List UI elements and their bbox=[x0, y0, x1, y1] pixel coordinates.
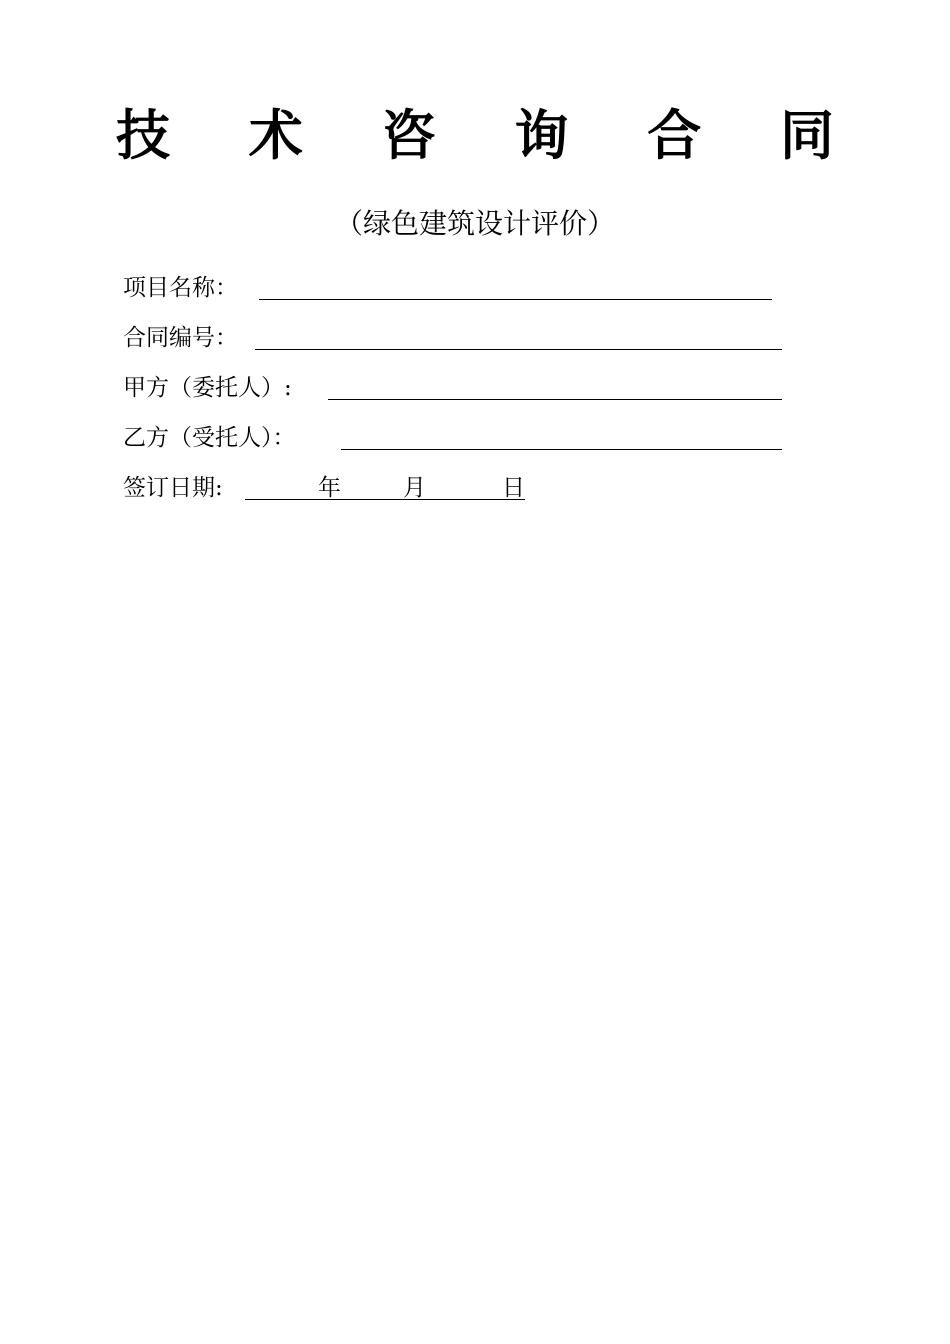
signing-date-blank[interactable] bbox=[245, 499, 525, 500]
day-unit: 日 bbox=[502, 475, 525, 501]
party-b-blank[interactable] bbox=[341, 449, 782, 450]
project-name-label: 项目名称： bbox=[123, 275, 238, 301]
document-title: 技 术 咨 询 合 同 bbox=[116, 103, 864, 167]
signing-date-label: 签订日期: bbox=[123, 475, 223, 501]
signing-date-field bbox=[123, 470, 543, 506]
month-unit: 月 bbox=[403, 475, 426, 501]
party-a-label: 甲方（委托人）: bbox=[123, 375, 292, 401]
year-unit: 年 bbox=[318, 475, 341, 501]
document-subtitle: （绿色建筑设计评价） bbox=[334, 207, 615, 240]
party-b-label: 乙方（受托人）： bbox=[123, 425, 296, 451]
party-a-blank[interactable] bbox=[328, 399, 782, 400]
party-b-field bbox=[123, 420, 783, 456]
party-a-field bbox=[123, 370, 783, 406]
contract-number-blank[interactable] bbox=[255, 349, 782, 350]
project-name-blank[interactable] bbox=[259, 299, 772, 300]
contract-number-field bbox=[123, 320, 783, 356]
contract-number-label: 合同编号： bbox=[123, 325, 238, 351]
project-name-field bbox=[123, 270, 773, 306]
